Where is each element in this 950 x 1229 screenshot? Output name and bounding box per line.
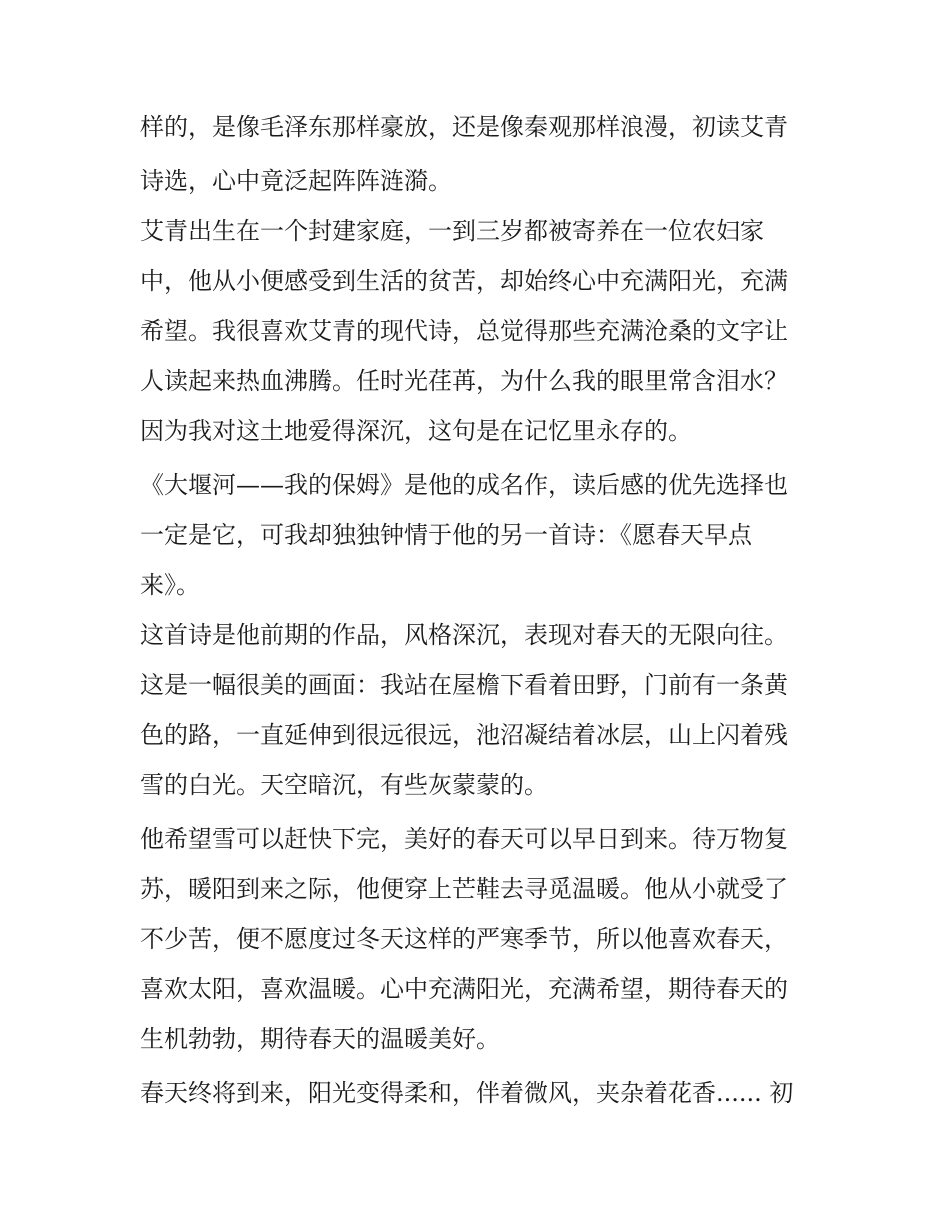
text-line: 苏，暖阳到来之际，他便穿上芒鞋去寻觅温暖。他从小就受了 — [140, 875, 788, 903]
text-line: 样的，是像毛泽东那样豪放，还是像秦观那样浪漫，初读艾青 — [140, 113, 788, 141]
text-line: 雪的白光。天空暗沉，有些灰蒙蒙的。 — [140, 771, 548, 799]
text-line: 因为我对这土地爱得深沉，这句是在记忆里永存的。 — [140, 417, 692, 445]
text-line: 春天终将到来，阳光变得柔和，伴着微风，夹杂着花香...... 初 — [140, 1079, 794, 1107]
text-line: 喜欢太阳，喜欢温暖。心中充满阳光，充满希望，期待春天的 — [140, 975, 788, 1003]
text-line: 色的路，一直延伸到很远很远，池沼凝结着冰层，山上闪着残 — [140, 721, 788, 749]
text-line: 中，他从小便感受到生活的贫苦，却始终心中充满阳光，充满 — [140, 267, 788, 295]
text-line: 艾青出生在一个封建家庭，一到三岁都被寄养在一位农妇家 — [140, 217, 764, 245]
text-line: 希望。我很喜欢艾青的现代诗，总觉得那些充满沧桑的文字让 — [140, 317, 788, 345]
text-line: 来》。 — [140, 571, 200, 599]
text-line: 诗选，心中竟泛起阵阵涟漪。 — [140, 167, 452, 195]
text-line: 一定是它，可我却独独钟情于他的另一首诗：《愿春天早点 — [140, 521, 752, 549]
text-line: 生机勃勃，期待春天的温暖美好。 — [140, 1025, 500, 1053]
text-line: 《大堰河——我的保姆》是他的成名作，读后感的优先选择也 — [140, 471, 788, 499]
text-line: 这首诗是他前期的作品，风格深沉，表现对春天的无限向往。 — [140, 621, 788, 649]
text-line: 他希望雪可以赶快下完，美好的春天可以早日到来。待万物复 — [140, 825, 788, 853]
text-line: 人读起来热血沸腾。任时光荏苒，为什么我的眼里常含泪水？ — [140, 367, 788, 395]
text-line: 不少苦，便不愿度过冬天这样的严寒季节，所以他喜欢春天， — [140, 925, 788, 953]
text-line: 这是一幅很美的画面：我站在屋檐下看着田野，门前有一条黄 — [140, 671, 788, 699]
